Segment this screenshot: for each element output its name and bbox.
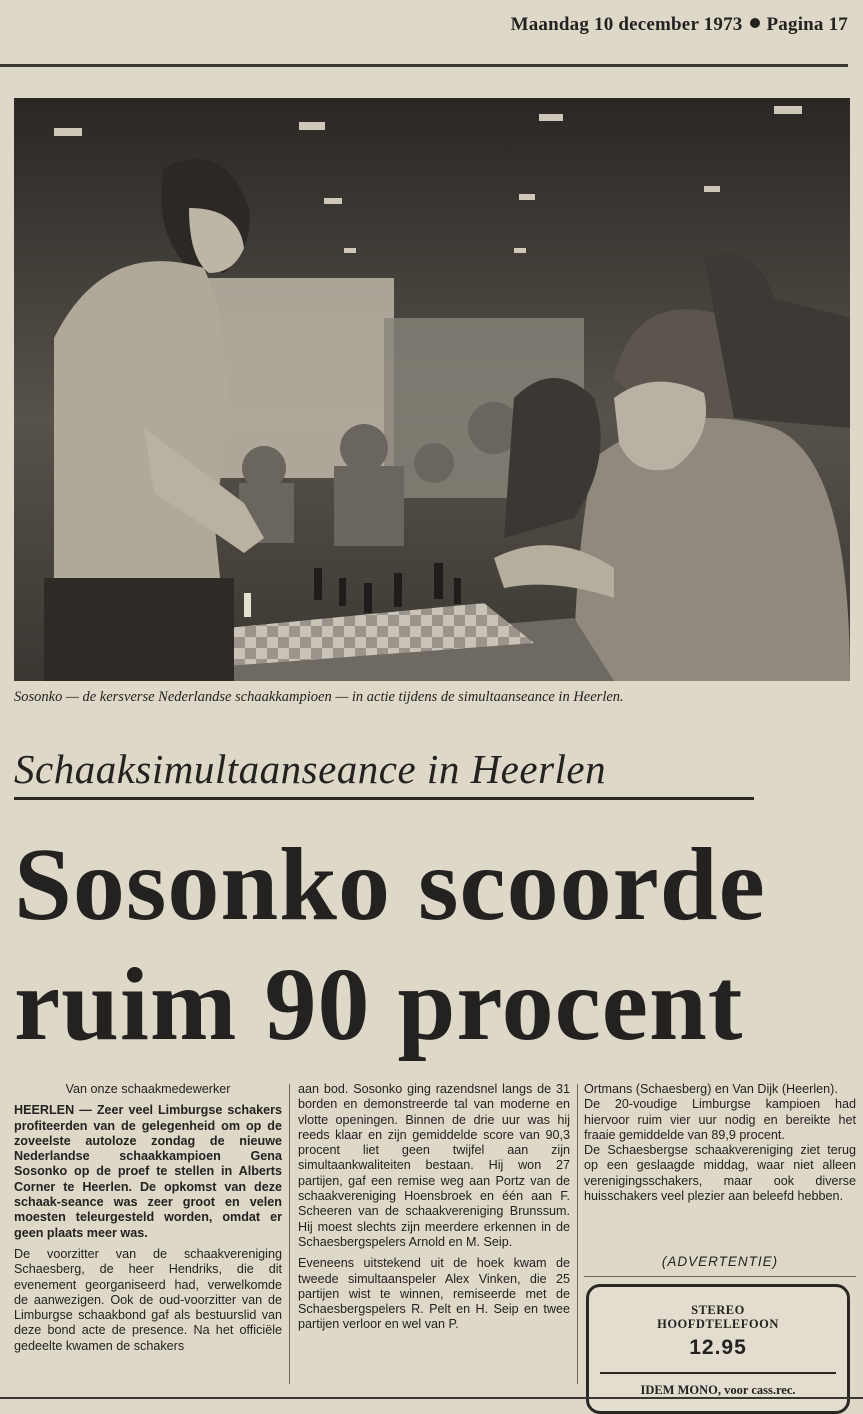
article-paragraph: Ortmans (Schaesberg) en Van Dijk (Heerlen). <box>584 1082 838 1096</box>
article-kicker: Schaaksimultaanseance in Heerlen <box>14 746 607 792</box>
byline: Van onze schaakmedewerker <box>65 1082 231 1096</box>
advert-mono-line: IDEM MONO, voor cass.rec. <box>640 1383 796 1397</box>
advert-title-line-1: STEREO <box>691 1303 745 1317</box>
article-column-2 <box>298 1082 570 1339</box>
advert-label: (ADVERTENTIE) <box>661 1254 779 1269</box>
chess-simul-photo <box>14 98 850 681</box>
headline-line-1: Sosonko scoorde <box>14 827 766 942</box>
date-text: Maandag 10 december 1973 <box>510 14 743 35</box>
masthead-dateline <box>0 14 848 36</box>
article-column-1 <box>14 1082 282 1360</box>
article-column-3 <box>584 1082 856 1210</box>
bullet-icon <box>750 18 760 28</box>
article-paragraph: De Schaesbergse schaakvereniging ziet terug op een geslaagde middag, waar niet alleen verenigingsschakers, maar ook diverse huisschakers veel plezier aan beleefd hebben. <box>584 1143 856 1204</box>
advert-divider <box>600 1372 836 1374</box>
advert-rule <box>584 1276 856 1277</box>
column-divider <box>577 1084 578 1384</box>
advert-price: 12.95 <box>689 1336 747 1359</box>
headline-line-2: ruim 90 procent <box>14 947 744 1062</box>
bottom-rule <box>0 1397 863 1399</box>
advert-title-line-2: HOOFDTELEFOON <box>657 1317 779 1331</box>
kicker-underline <box>14 797 754 800</box>
news-photo <box>14 98 850 681</box>
top-rule <box>0 64 848 67</box>
article-paragraph: Eveneens uitstekend uit de hoek kwam de tweede simultaanspeler Alex Vinken, die 25 partijen wist te winnen, remiseerde met de Schaesbergspelers R. Pelt en H. Seip en twee partijen verloor en wel van P. <box>298 1256 570 1332</box>
article-paragraph: aan bod. Sosonko ging razendsnel langs de 31 borden en demonstreerde tal van moderne en vlotte openingen. Binnen de drie uur was hij reeds klaar en zijn gemiddelde score van 90,3 procent liet geen twijfel aan zijn simultaankwaliteiten bestaan. Hij won 27 partijen, gaf een remise weg aan Portz van de schaakvereniging Hoensbroek en één aan F. Scheeren van de schaakvereniging Brunssum. Hij moest slechts zijn meerdere erkennen in de Schaesbergspelers Arnold en M. Seip. <box>298 1082 570 1249</box>
column-divider <box>289 1084 290 1384</box>
photo-caption: Sosonko — de kersverse Nederlandse schaakkampioen — in actie tijdens de simultaanseance in Heerlen. <box>14 689 624 705</box>
article-lead: HEERLEN — Zeer veel Limburgse schakers profiteerden van de gelegenheid om op de zoveelste autoloze zondag de nieuwe Nederlandse schaakkampioen Gena Sosonko op de proef te stellen in Alberts Corner te Heerlen. De opkomst van deze schaak-seance was zeer groot en velen moesten teleurgesteld worden, omdat er geen plaats meer was. <box>14 1103 282 1240</box>
article-paragraph: De voorzitter van de schaakvereniging Schaesberg, de heer Hendriks, die dit evenement georganiseerd had, verwelkomde de aanwezigen. Ook de oud-voorzitter van de Limburgse schaakbond gaf als bestuurslid van deze bond acte de presence. Na het officiële gedeelte kwamen de schakers <box>14 1246 282 1353</box>
page-number: Pagina 17 <box>766 14 848 35</box>
advert-title <box>586 1303 850 1331</box>
article-paragraph: De 20-voudige Limburgse kampioen had hiervoor ruim vier uur nodig en bereikte het fraaie gemiddelde van 89,9 procent. <box>584 1097 856 1142</box>
